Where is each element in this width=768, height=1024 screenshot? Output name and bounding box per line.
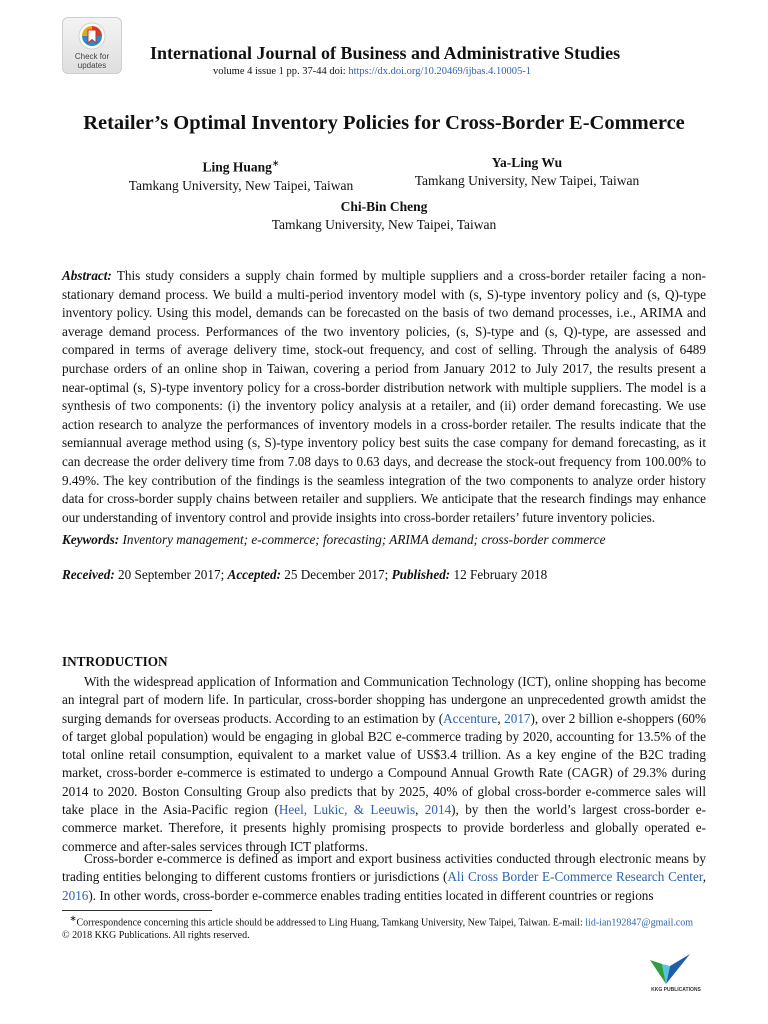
citation-separator: , xyxy=(702,869,706,885)
paragraph-text: ). In other words, cross-border e-commerce enables trading entities located in different countries or regions xyxy=(88,887,654,903)
keywords-text: Inventory management; e-commerce; forecasting; ARIMA demand; cross-border commerce xyxy=(122,532,606,547)
citation-year-link[interactable]: 2014 xyxy=(424,802,452,818)
doi-link[interactable]: https://dx.doi.org/10.20469/ijbas.4.10005-1 xyxy=(348,66,532,77)
accepted-date: 25 December 2017; xyxy=(284,567,389,582)
paragraph-text: ), over 2 billion e-shoppers (60% of target global population) would be engaging in global B2C e-commerce trading by 2020, accounting for 13.5% of the total online retail consumption, equivalent to a market value of US$3.4 trillion. As a key engine of the B2C trading market, cross-border e-commerce is estimated to undergo a Compound Annual Growth Rate (CAGR) of 29.3% during 2014 to 2020. Boston Consulting Group also predicts that by 2025, 40% of global cross-border e-commerce sales will take place in the Asia-Pacific region ( xyxy=(62,710,706,818)
check-for-updates-badge[interactable] xyxy=(62,17,122,74)
publisher-name: KKG PUBLICATIONS xyxy=(651,987,701,993)
footnote-text: Correspondence concerning this article should be addressed to Ling Huang, Tamkang University, New Taipei, Taiwan. E-mail: xyxy=(76,917,586,929)
author-affiliation: Tamkang University, New Taipei, Taiwan xyxy=(128,177,354,193)
keywords xyxy=(62,532,605,548)
paragraph-text: With the widespread application of Information and Communication Technology (ICT), online shopping has become an integral part of modern life. In particular, cross-border shopping has undergone an unprecedented growth amidst the surging demands for overseas products. According to an estimation by ( xyxy=(62,674,706,726)
abstract xyxy=(62,267,706,527)
issue-pages: volume 4 issue 1 pp. 37-44 doi: xyxy=(213,66,349,77)
citation-year-link[interactable]: 2016 xyxy=(62,887,89,903)
badge-line-2: updates xyxy=(77,61,107,70)
author-affiliation: Tamkang University, New Taipei, Taiwan xyxy=(271,217,497,232)
citation-year-link[interactable]: 2017 xyxy=(504,710,531,726)
published-label: Published: xyxy=(391,567,451,582)
keywords-label: Keywords: xyxy=(62,532,120,547)
section-heading-introduction: INTRODUCTION xyxy=(62,654,168,669)
received-label: Received: xyxy=(62,567,115,582)
author-name: Chi-Bin Cheng xyxy=(340,199,428,214)
journal-issue-info xyxy=(213,66,531,77)
abstract-text: This study considers a supply chain formed by multiple suppliers and a cross-border retailer facing a non-stationary demand process. We build a multi-period inventory model with (s, S)-type inventory policy and (s, Q)-type inventory policy. Using this model, demands can be forecasted on the basis of two demand processes, i.e., ARIMA and average demand process. Performances of the two inventory policies, (s, S)-type and (s, Q)-type, are assessed and compared in terms of average delivery time, stock-out frequency, and cost of selling. Through the analysis of 6489 purchase orders of an online shop in Taiwan, covering a period from January 2012 to July 2017, the results present a near-optimal (s, S)-type inventory policy for a cross-border distribution network with multiple suppliers. The model is a synthesis of two components: (i) the inventory policy analysis at a retailer, and (ii) order demand forecasting. We use action research to analyze the performances of inventory models in a cross-border retailer. The results indicate that the semiannual average method using (s, S)-type inventory policy best suits the case company for demand forecasting, as it can decrease the order delivery time from 7.08 days to 0.63 days, and decrease the stock-out frequency from 100.00% to 9.49%. The key contribution of the findings is the seamless integration of the two components to analyze order history data for cross-border supply chains between retailer and suppliers. We anticipate that the research findings may enhance our understanding of inventory control and provide insights into cross-border retailers’ future inventory policies. xyxy=(62,268,706,525)
author-mark: ∗ xyxy=(271,158,280,168)
citation-link[interactable]: Heel, Lukic, & Leeuwis xyxy=(278,802,416,818)
paragraph-text: ), by then the world’s largest cross-border e-commerce market. Therefore, it presents highly promising prospects to provide borderless and globally operated e-commerce and after-sales services through ICT platforms. xyxy=(62,802,707,854)
citation-author: Accenture xyxy=(443,710,498,726)
author-name: Ling Huang xyxy=(202,159,272,175)
footnote-divider xyxy=(62,910,212,911)
citation-link[interactable] xyxy=(443,711,497,726)
citation-link[interactable]: Ali Cross Border E-Commerce Research Center xyxy=(447,869,703,885)
paper-title: Retailer’s Optimal Inventory Policies for Cross-Border E-Commerce xyxy=(83,112,685,134)
author-name: Ya-Ling Wu xyxy=(491,155,563,170)
publication-dates xyxy=(62,567,547,583)
email-link[interactable]: lid-ian192847@gmail.com xyxy=(585,917,694,929)
received-date: 20 September 2017; xyxy=(118,567,225,582)
author-block-2 xyxy=(402,154,652,190)
author-affiliation: Tamkang University, New Taipei, Taiwan xyxy=(414,173,640,188)
accepted-label: Accepted: xyxy=(227,567,281,582)
footnote-mark: ∗ xyxy=(69,914,77,923)
published-date: 12 February 2018 xyxy=(453,567,548,582)
badge-line-1: Check for xyxy=(74,52,110,61)
citation-separator: , xyxy=(497,710,505,726)
author-block-3 xyxy=(259,198,509,234)
publisher-logo xyxy=(640,950,712,996)
kkg-logo-icon xyxy=(640,950,712,988)
intro-paragraph-1 xyxy=(62,673,706,856)
copyright-notice: © 2018 KKG Publications. All rights reserved. xyxy=(62,929,250,941)
journal-name: International Journal of Business and Administrative Studies xyxy=(150,43,621,63)
citation-separator: , xyxy=(415,802,425,818)
author-block-1 xyxy=(117,154,365,195)
footnote xyxy=(62,913,706,942)
intro-paragraph-2 xyxy=(62,850,706,905)
abstract-label: Abstract: xyxy=(62,268,112,283)
paragraph-text: Cross-border e-commerce is defined as import and export business activities conducted through electronic means by trading entities belonging to different customs frontiers or jurisdictions ( xyxy=(62,851,706,885)
bookmark-icon xyxy=(78,22,106,50)
